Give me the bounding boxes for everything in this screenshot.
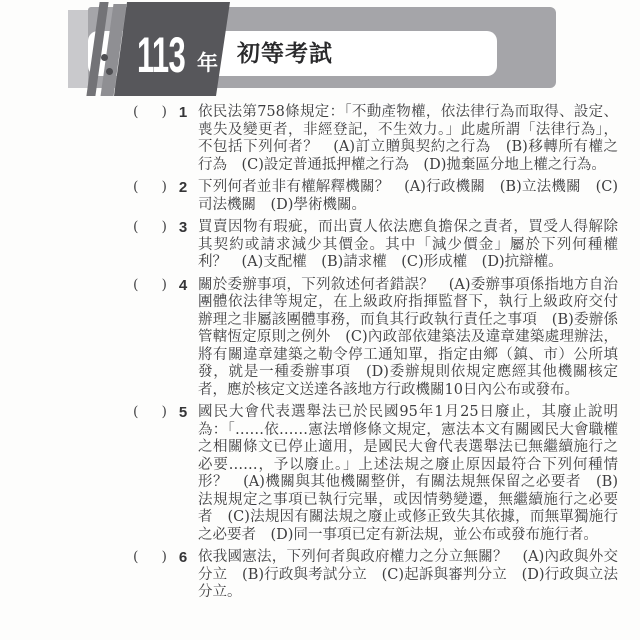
exam-year-suffix: 年 [197,52,218,75]
question-item [0,219,640,272]
question-text: 下列何者並非有權解釋機關？ (A)行政機關 (B)立法機關 (C)司法機關 (D)學術機關。 [198,179,618,213]
question-number: 4 [178,276,188,294]
banner-dot-icon [101,54,108,61]
question-list [0,104,640,607]
exam-title: 初等考試 [237,40,333,66]
question-text: 買賣因物有瑕疵，而出賣人依法應負擔保之責者，買受人得解除其契約或請求減少其價金。其中「減少價金」屬於下列何種權利？ (A)支配權 (B)請求權 (C)形成權 (D)抗辯權。 [198,219,618,270]
answer-bracket [133,549,167,567]
answer-bracket-open: ( [133,179,139,195]
question-text: 依我國憲法，下列何者與政府權力之分立無關？ (A)內政與外交分立 (B)行政與考試分立 (C)起訴與審判分立 (D)行政與立法分立。 [198,549,618,600]
banner-left-bar [68,10,88,88]
answer-bracket-close: ) [161,404,167,420]
answer-bracket-open: ( [133,549,139,565]
exam-year-number: 113 [137,27,186,83]
answer-bracket-open: ( [133,276,139,293]
question-text: 國民大會代表選舉法已於民國95年1月25日廢止，其廢止說明為：「……依……憲法增修條文規定，憲法本文有關國民大會職權之相關條文已停止適用，是國民大會代表選舉法已無繼續施行之必要……，予以廢止。」上述法規之廢止原因最符合下列何種情形？ (A)機關與其他機關整併，有關法規無保留之必要者 (B)法規規定之事項已執行完畢，或因情勢變遷，無繼續施行之必要者 (C)法規因有關法規之廢止或修正致失其依據，而無單獨施行之必要者 (D)同一事項已定有新法規，並公布或發布施行者。 [198,404,618,543]
question-item [0,179,640,214]
question-item [0,404,640,544]
question-item [0,277,640,400]
question-text: 依民法第758條規定：「不動產物權，依法律行為而取得、設定、喪失及變更者，非經登記，不生效力。」此處所謂「法律行為」，不包括下列何者？ (A)訂立贈與契約之行為 (B)移轉所有權之行為 (C)設定普通抵押權之行為 (D)拋棄區分地上權之行為。 [198,104,618,173]
question-number: 1 [178,104,188,121]
answer-bracket-open: ( [133,219,139,235]
answer-bracket [133,179,167,197]
answer-bracket-close: ) [161,549,167,565]
answer-bracket [133,219,167,237]
question-number: 6 [178,549,188,566]
answer-bracket-close: ) [161,219,167,235]
answer-bracket-open: ( [133,104,139,120]
answer-bracket [133,404,167,422]
answer-bracket-open: ( [133,404,139,420]
answer-bracket-close: ) [161,104,167,120]
question-item [0,549,640,602]
question-number: 3 [178,219,188,236]
banner-dot-icon [106,68,113,75]
answer-bracket-close: ) [161,276,167,293]
question-number: 5 [178,404,188,421]
question-text: 關於委辦事項，下列敘述何者錯誤？ (A)委辦事項係指地方自治團體依法律等規定，在上級政府指揮監督下，執行上級政府交付辦理之非屬該團體事務，而負其行政執行責任之事項 (B)委辦係管轄恆定原則之例外 (C)內政部依建築法及違章建築處理辦法，將有關違章建築之勒令停工通知單，指定由鄉（鎮、市）公所填發，就是一種委辦事項 (D)委辦規則依規定應經其他機關核定者，應於核定文送達各該地方行政機關10日內公布或發布。 [198,276,618,398]
answer-bracket [133,277,167,295]
answer-bracket-close: ) [161,179,167,195]
question-number: 2 [178,179,188,196]
answer-bracket [133,104,167,122]
question-item [0,104,640,174]
exam-header-banner [0,0,640,102]
